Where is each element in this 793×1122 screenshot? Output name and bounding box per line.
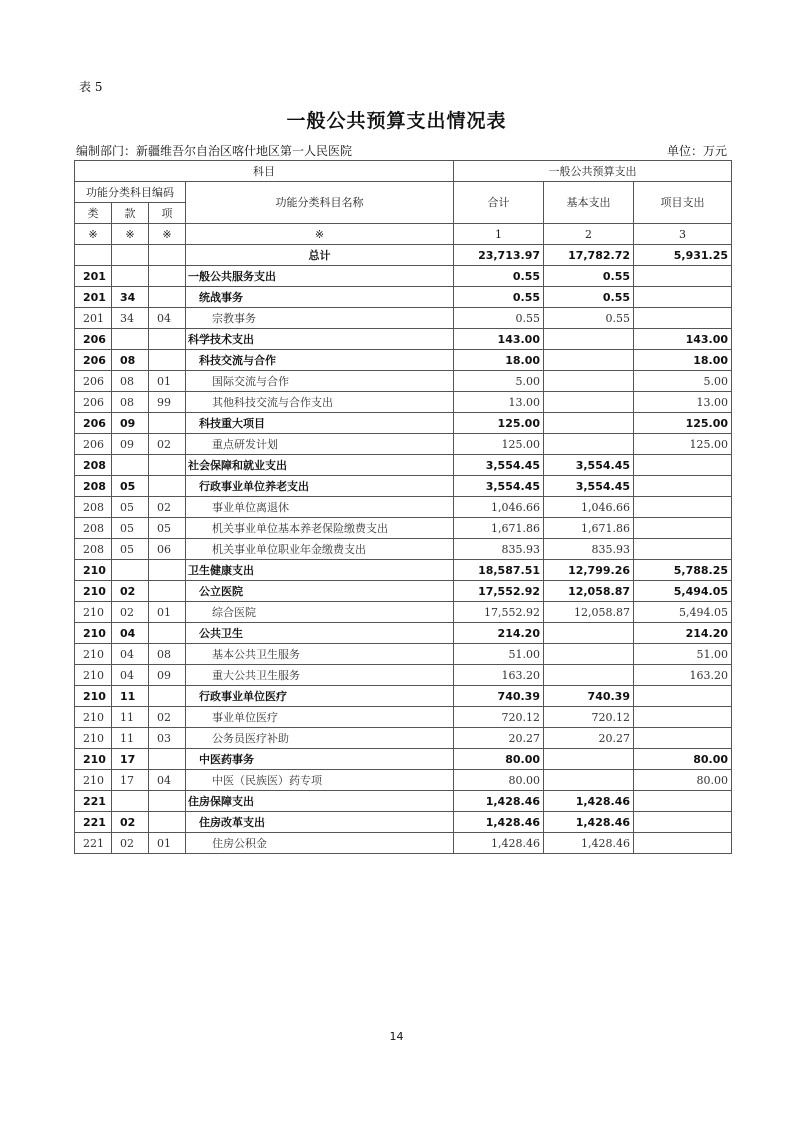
amount-project (634, 266, 732, 287)
code-xiang (149, 623, 186, 644)
amount-total: 18,587.51 (454, 560, 544, 581)
code-kuan (112, 329, 149, 350)
amount-total: 835.93 (454, 539, 544, 560)
code-xiang: 02 (149, 707, 186, 728)
subject-name: 综合医院 (186, 602, 454, 623)
table-row (75, 644, 732, 665)
subject-name: 重点研发计划 (186, 434, 454, 455)
table-row (75, 518, 732, 539)
amount-project: 5.00 (634, 371, 732, 392)
amount-project: 214.20 (634, 623, 732, 644)
code-lei: 221 (75, 812, 112, 833)
code-lei: 206 (75, 392, 112, 413)
total-row-label: 总计 (186, 245, 454, 266)
table-row (75, 350, 732, 371)
code-kuan: 04 (112, 665, 149, 686)
amount-project (634, 791, 732, 812)
subject-name: 中医（民族医）药专项 (186, 770, 454, 791)
table-row (75, 602, 732, 623)
subject-name: 基本公共卫生服务 (186, 644, 454, 665)
amount-project: 125.00 (634, 413, 732, 434)
code-xiang (149, 812, 186, 833)
amount-project (634, 497, 732, 518)
subject-name: 社会保障和就业支出 (186, 455, 454, 476)
amount-basic: 3,554.45 (544, 455, 634, 476)
amount-total: 143.00 (454, 329, 544, 350)
amount-basic: 12,058.87 (544, 602, 634, 623)
amount-total: 0.55 (454, 308, 544, 329)
total-code (75, 245, 112, 266)
amount-project: 5,494.05 (634, 602, 732, 623)
code-kuan: 11 (112, 707, 149, 728)
total-code (149, 245, 186, 266)
code-xiang: 03 (149, 728, 186, 749)
code-xiang (149, 413, 186, 434)
code-xiang: 04 (149, 308, 186, 329)
amount-project: 143.00 (634, 329, 732, 350)
table-row (75, 308, 732, 329)
subject-name: 机关事业单位基本养老保险缴费支出 (186, 518, 454, 539)
table-row (75, 728, 732, 749)
subject-name: 科技重大项目 (186, 413, 454, 434)
code-xiang (149, 455, 186, 476)
amount-basic (544, 770, 634, 791)
code-xiang (149, 287, 186, 308)
amount-project: 5,788.25 (634, 560, 732, 581)
code-kuan: 05 (112, 539, 149, 560)
subject-name: 机关事业单位职业年金缴费支出 (186, 539, 454, 560)
amount-project: 18.00 (634, 350, 732, 371)
amount-basic: 0.55 (544, 287, 634, 308)
amount-basic: 1,428.46 (544, 833, 634, 854)
amount-basic (544, 623, 634, 644)
header-col-num: 1 (454, 224, 544, 245)
code-xiang: 01 (149, 833, 186, 854)
amount-basic: 720.12 (544, 707, 634, 728)
header-lei: 类 (75, 203, 112, 224)
header-func-code: 功能分类科目编码 (75, 182, 186, 203)
table-row (75, 287, 732, 308)
code-lei: 208 (75, 497, 112, 518)
amount-project (634, 833, 732, 854)
code-lei: 210 (75, 644, 112, 665)
compiling-department: 编制部门：新疆维吾尔自治区喀什地区第一人民医院 (76, 144, 353, 158)
code-xiang (149, 266, 186, 287)
total-row-total: 23,713.97 (454, 245, 544, 266)
amount-total: 20.27 (454, 728, 544, 749)
table-row (75, 707, 732, 728)
header-mark: ※ (149, 224, 186, 245)
code-kuan (112, 266, 149, 287)
code-kuan: 11 (112, 728, 149, 749)
code-lei: 208 (75, 539, 112, 560)
code-kuan: 02 (112, 812, 149, 833)
table-row (75, 539, 732, 560)
amount-total: 1,428.46 (454, 833, 544, 854)
amount-project (634, 728, 732, 749)
code-lei: 221 (75, 791, 112, 812)
code-lei: 208 (75, 476, 112, 497)
amount-project (634, 686, 732, 707)
amount-basic (544, 371, 634, 392)
code-kuan: 08 (112, 350, 149, 371)
subject-name: 住房改革支出 (186, 812, 454, 833)
amount-basic: 1,428.46 (544, 812, 634, 833)
subject-name: 其他科技交流与合作支出 (186, 392, 454, 413)
header-total: 合计 (454, 182, 544, 224)
amount-basic: 1,671.86 (544, 518, 634, 539)
amount-basic: 740.39 (544, 686, 634, 707)
subject-name: 住房保障支出 (186, 791, 454, 812)
code-xiang: 05 (149, 518, 186, 539)
code-xiang (149, 581, 186, 602)
code-kuan: 04 (112, 623, 149, 644)
code-lei: 221 (75, 833, 112, 854)
amount-total: 13.00 (454, 392, 544, 413)
subject-name: 科技交流与合作 (186, 350, 454, 371)
amount-total: 214.20 (454, 623, 544, 644)
amount-basic (544, 665, 634, 686)
amount-project: 51.00 (634, 644, 732, 665)
code-kuan: 34 (112, 308, 149, 329)
table-row (75, 497, 732, 518)
code-lei: 208 (75, 455, 112, 476)
amount-total: 18.00 (454, 350, 544, 371)
code-xiang (149, 329, 186, 350)
code-lei: 206 (75, 329, 112, 350)
amount-project: 125.00 (634, 434, 732, 455)
amount-project (634, 455, 732, 476)
code-lei: 210 (75, 560, 112, 581)
code-lei: 210 (75, 728, 112, 749)
page-title: 一般公共预算支出情况表 (286, 110, 507, 132)
code-kuan: 17 (112, 749, 149, 770)
table-label: 表 5 (79, 80, 103, 94)
amount-total: 51.00 (454, 644, 544, 665)
code-lei: 210 (75, 623, 112, 644)
amount-project: 80.00 (634, 749, 732, 770)
amount-basic: 1,428.46 (544, 791, 634, 812)
header-mark: ※ (75, 224, 112, 245)
subject-name: 宗教事务 (186, 308, 454, 329)
table-row (75, 770, 732, 791)
code-kuan: 05 (112, 476, 149, 497)
table-row (75, 833, 732, 854)
subject-name: 科学技术支出 (186, 329, 454, 350)
table-row (75, 455, 732, 476)
subject-name: 卫生健康支出 (186, 560, 454, 581)
amount-total: 3,554.45 (454, 476, 544, 497)
code-xiang: 08 (149, 644, 186, 665)
code-xiang (149, 560, 186, 581)
code-lei: 206 (75, 434, 112, 455)
subject-name: 事业单位医疗 (186, 707, 454, 728)
code-lei: 210 (75, 602, 112, 623)
code-xiang (149, 350, 186, 371)
code-xiang: 01 (149, 602, 186, 623)
code-kuan (112, 455, 149, 476)
total-row-basic: 17,782.72 (544, 245, 634, 266)
code-xiang: 02 (149, 497, 186, 518)
table-row (75, 413, 732, 434)
code-lei: 210 (75, 665, 112, 686)
amount-project (634, 812, 732, 833)
amount-basic (544, 329, 634, 350)
code-kuan: 09 (112, 413, 149, 434)
amount-total: 0.55 (454, 287, 544, 308)
subject-name: 住房公积金 (186, 833, 454, 854)
page-number: 14 (389, 1030, 404, 1043)
amount-total: 125.00 (454, 434, 544, 455)
amount-project (634, 476, 732, 497)
code-lei: 201 (75, 308, 112, 329)
amount-basic: 12,058.87 (544, 581, 634, 602)
amount-project: 80.00 (634, 770, 732, 791)
code-lei: 206 (75, 350, 112, 371)
subject-name: 行政事业单位医疗 (186, 686, 454, 707)
subject-name: 统战事务 (186, 287, 454, 308)
amount-basic: 20.27 (544, 728, 634, 749)
code-kuan: 08 (112, 371, 149, 392)
amount-total: 125.00 (454, 413, 544, 434)
amount-total: 1,428.46 (454, 791, 544, 812)
unit-label: 单位：万元 (666, 144, 727, 158)
subject-name: 公立医院 (186, 581, 454, 602)
code-lei: 201 (75, 266, 112, 287)
amount-total: 17,552.92 (454, 581, 544, 602)
code-xiang: 99 (149, 392, 186, 413)
header-budget-group: 一般公共预算支出 (454, 161, 732, 182)
table-row (75, 749, 732, 770)
header-subject: 科目 (75, 161, 454, 182)
code-kuan: 04 (112, 644, 149, 665)
amount-project (634, 518, 732, 539)
amount-project (634, 539, 732, 560)
table-row (75, 791, 732, 812)
table-row (75, 623, 732, 644)
amount-basic (544, 749, 634, 770)
subject-name: 事业单位离退休 (186, 497, 454, 518)
amount-total: 5.00 (454, 371, 544, 392)
code-xiang (149, 791, 186, 812)
header-xiang: 项 (149, 203, 186, 224)
code-kuan (112, 560, 149, 581)
amount-total: 17,552.92 (454, 602, 544, 623)
code-kuan (112, 791, 149, 812)
code-kuan: 17 (112, 770, 149, 791)
code-xiang: 04 (149, 770, 186, 791)
subject-name: 行政事业单位养老支出 (186, 476, 454, 497)
table-row (75, 812, 732, 833)
amount-basic (544, 413, 634, 434)
code-kuan: 09 (112, 434, 149, 455)
code-lei: 210 (75, 770, 112, 791)
subject-name: 重大公共卫生服务 (186, 665, 454, 686)
header-mark: ※ (186, 224, 454, 245)
header-col-num: 3 (634, 224, 732, 245)
code-xiang: 09 (149, 665, 186, 686)
table-row (75, 476, 732, 497)
amount-basic: 0.55 (544, 308, 634, 329)
total-code (112, 245, 149, 266)
code-kuan: 02 (112, 602, 149, 623)
subject-name: 国际交流与合作 (186, 371, 454, 392)
code-kuan: 05 (112, 518, 149, 539)
code-kuan: 02 (112, 581, 149, 602)
code-xiang (149, 476, 186, 497)
header-kuan: 款 (112, 203, 149, 224)
amount-basic (544, 392, 634, 413)
amount-total: 0.55 (454, 266, 544, 287)
code-xiang: 02 (149, 434, 186, 455)
amount-total: 720.12 (454, 707, 544, 728)
code-kuan: 05 (112, 497, 149, 518)
budget-table (74, 160, 732, 854)
amount-total: 163.20 (454, 665, 544, 686)
amount-basic (544, 434, 634, 455)
table-row (75, 665, 732, 686)
header-project: 项目支出 (634, 182, 732, 224)
amount-total: 740.39 (454, 686, 544, 707)
code-lei: 210 (75, 707, 112, 728)
table-row (75, 434, 732, 455)
table-row (75, 392, 732, 413)
code-lei: 210 (75, 581, 112, 602)
subject-name: 公共卫生 (186, 623, 454, 644)
code-lei: 210 (75, 749, 112, 770)
code-xiang: 01 (149, 371, 186, 392)
amount-project (634, 308, 732, 329)
code-kuan: 08 (112, 392, 149, 413)
amount-project (634, 707, 732, 728)
amount-basic: 835.93 (544, 539, 634, 560)
total-row-project: 5,931.25 (634, 245, 732, 266)
subject-name: 一般公共服务支出 (186, 266, 454, 287)
table-row (75, 686, 732, 707)
table-row (75, 581, 732, 602)
code-xiang (149, 686, 186, 707)
amount-total: 1,046.66 (454, 497, 544, 518)
amount-total: 80.00 (454, 770, 544, 791)
amount-basic (544, 644, 634, 665)
code-lei: 208 (75, 518, 112, 539)
amount-project: 163.20 (634, 665, 732, 686)
code-kuan: 02 (112, 833, 149, 854)
code-xiang (149, 749, 186, 770)
subject-name: 公务员医疗补助 (186, 728, 454, 749)
amount-total: 3,554.45 (454, 455, 544, 476)
table-row (75, 329, 732, 350)
amount-basic: 3,554.45 (544, 476, 634, 497)
amount-project: 13.00 (634, 392, 732, 413)
table-row (75, 266, 732, 287)
header-func-name: 功能分类科目名称 (186, 182, 454, 224)
table-row (75, 560, 732, 581)
table-row (75, 371, 732, 392)
amount-total: 80.00 (454, 749, 544, 770)
code-kuan: 11 (112, 686, 149, 707)
code-lei: 206 (75, 371, 112, 392)
code-kuan: 34 (112, 287, 149, 308)
amount-project: 5,494.05 (634, 581, 732, 602)
code-xiang: 06 (149, 539, 186, 560)
amount-total: 1,671.86 (454, 518, 544, 539)
code-lei: 210 (75, 686, 112, 707)
code-lei: 201 (75, 287, 112, 308)
code-lei: 206 (75, 413, 112, 434)
header-basic: 基本支出 (544, 182, 634, 224)
amount-project (634, 287, 732, 308)
amount-total: 1,428.46 (454, 812, 544, 833)
amount-basic: 12,799.26 (544, 560, 634, 581)
amount-basic (544, 350, 634, 371)
header-mark: ※ (112, 224, 149, 245)
subject-name: 中医药事务 (186, 749, 454, 770)
header-col-num: 2 (544, 224, 634, 245)
amount-basic: 1,046.66 (544, 497, 634, 518)
amount-basic: 0.55 (544, 266, 634, 287)
